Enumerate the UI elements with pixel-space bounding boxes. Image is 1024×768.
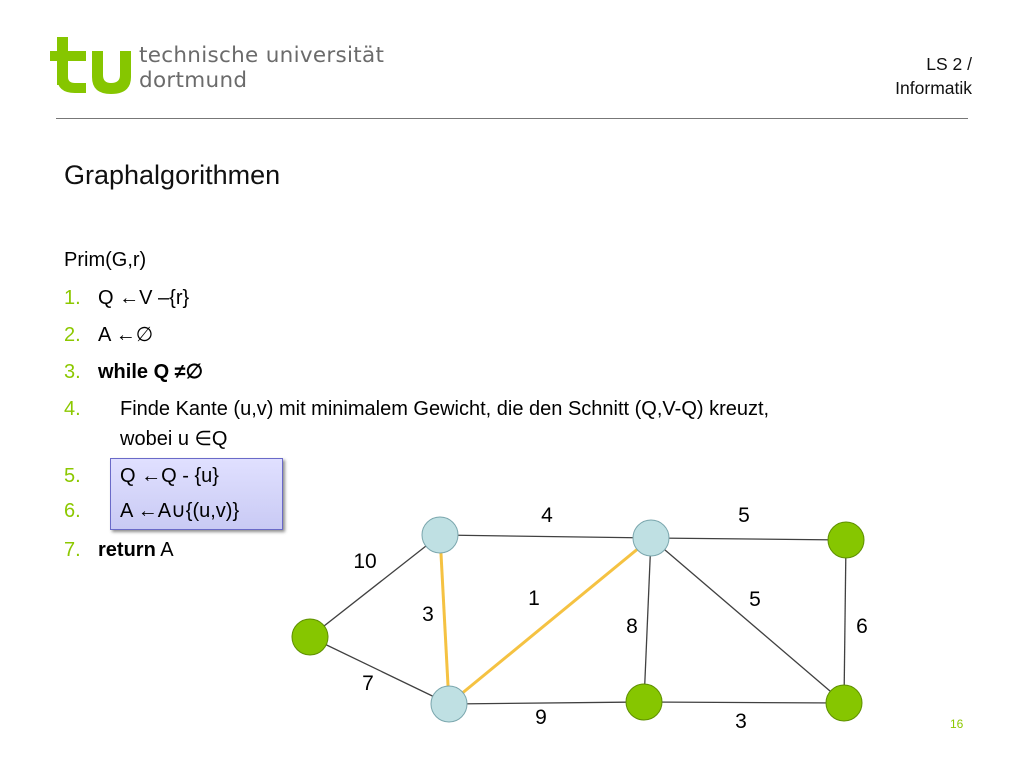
edge-E-F — [449, 702, 644, 704]
edge-C-D — [651, 538, 846, 540]
edge-weight-E-F: 9 — [535, 706, 547, 729]
line-text: Q ←Q - {u} — [120, 465, 219, 487]
edge-B-C — [440, 535, 651, 538]
chair-line1: LS 2 / — [926, 54, 972, 74]
edge-F-G — [644, 702, 844, 703]
graph-node-A — [292, 619, 328, 655]
line-text: while Q ≠∅ — [98, 361, 204, 383]
university-line1: technische universität — [139, 43, 385, 68]
line-number: 7. — [64, 539, 81, 561]
chair-line2: Informatik — [895, 78, 972, 98]
line-number: 6. — [64, 500, 81, 522]
edge-weight-B-C: 4 — [541, 504, 553, 527]
node-layer — [292, 517, 864, 722]
edge-weight-A-E: 7 — [362, 672, 374, 695]
graph-node-F — [626, 684, 662, 720]
edge-weight-D-G: 6 — [856, 615, 868, 638]
edge-B-E — [440, 535, 449, 704]
page-number: 16 — [950, 717, 964, 731]
edge-C-G — [651, 538, 844, 703]
university-line2: dortmund — [139, 68, 248, 93]
line-text: Finde Kante (u,v) mit minimalem Gewicht, die den Schnitt (Q,V-Q) kreuzt, — [120, 398, 770, 420]
line-number: 3. — [64, 361, 81, 383]
line-text: Q ←V –{r} — [98, 287, 190, 309]
line-number: 4. — [64, 398, 81, 420]
line-number: 2. — [64, 324, 81, 346]
graph-node-E — [431, 686, 467, 722]
edge-layer — [310, 535, 846, 704]
algorithm-name: Prim(G,r) — [64, 249, 147, 271]
graph-node-C — [633, 520, 669, 556]
line-number: 1. — [64, 287, 81, 309]
edge-A-E — [310, 637, 449, 704]
line-number: 5. — [64, 465, 81, 487]
line-text: A ←A∪{(u,v)} — [120, 500, 240, 522]
edge-C-E — [449, 538, 651, 704]
keyword-return: return — [98, 539, 156, 561]
edge-weight-B-E: 3 — [422, 603, 434, 626]
slide-title: Graphalgorithmen — [64, 160, 281, 190]
line-text: A — [155, 539, 174, 561]
edge-weight-F-G: 3 — [735, 710, 747, 733]
graph-node-G — [826, 685, 862, 721]
edge-weight-C-D: 5 — [738, 504, 750, 527]
algo-line-4-continuation: wobei u ∈Q — [120, 428, 228, 450]
edge-weight-C-F: 8 — [626, 615, 638, 638]
edge-weight-A-B: 10 — [353, 550, 377, 573]
line-text: A ←∅ — [98, 324, 154, 346]
graph-node-D — [828, 522, 864, 558]
graph-node-B — [422, 517, 458, 553]
edge-C-F — [644, 538, 651, 702]
edge-weight-C-E: 1 — [528, 587, 540, 610]
edge-weight-C-G: 5 — [749, 588, 761, 611]
edge-D-G — [844, 540, 846, 703]
